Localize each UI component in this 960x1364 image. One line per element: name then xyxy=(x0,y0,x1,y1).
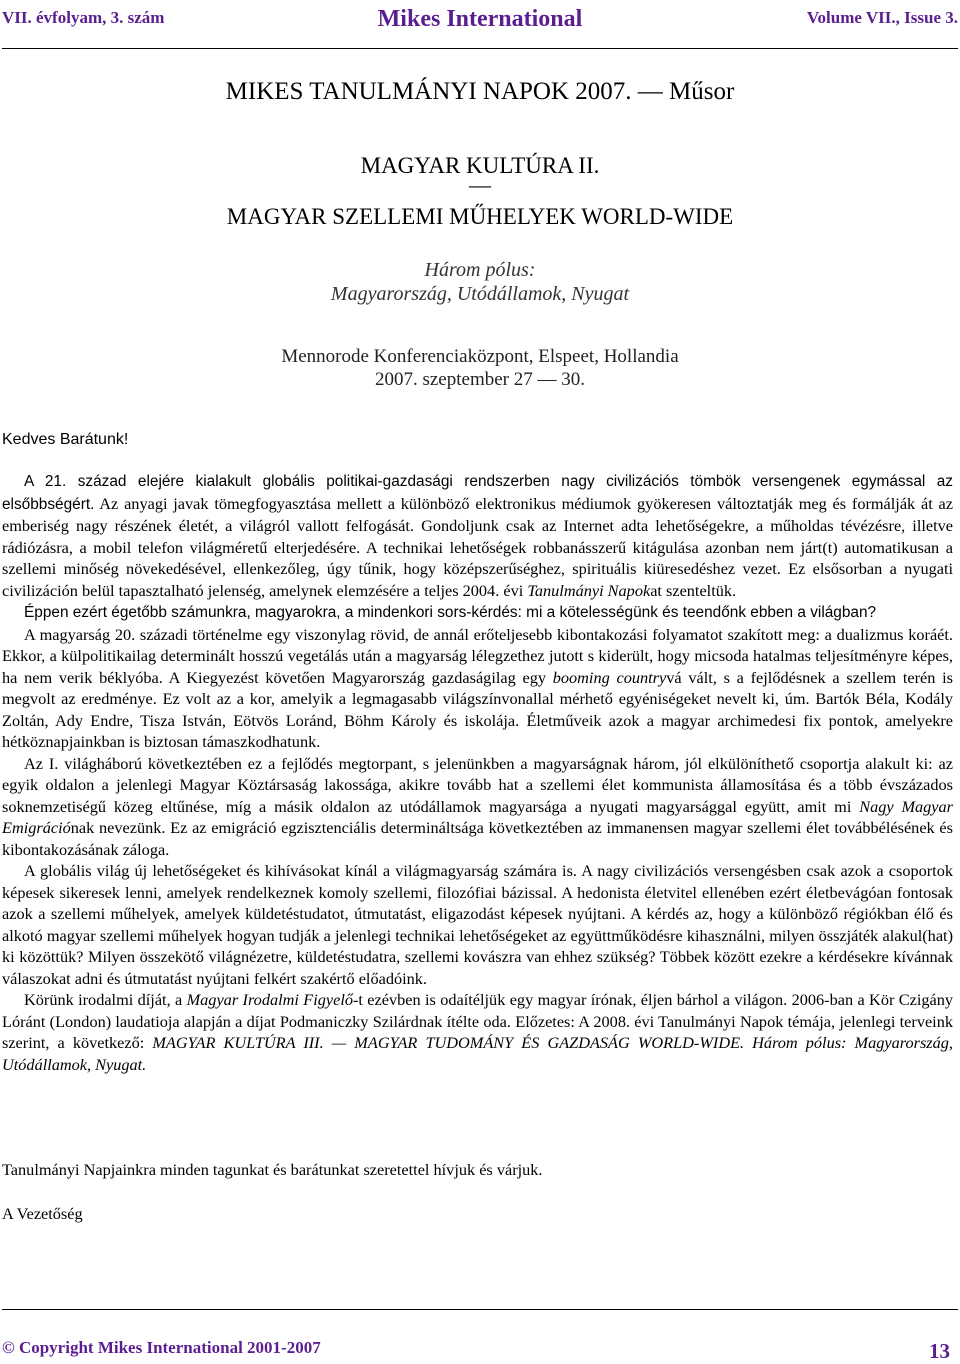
poles-heading: Három pólus: xyxy=(424,259,536,281)
paragraph-3 xyxy=(2,624,953,753)
footer-copyright: © Copyright Mikes International 2001-2007 xyxy=(2,1338,321,1357)
paragraph-4-italic: Nagy Magyar Emigráció xyxy=(2,796,953,837)
paragraph-3-italic: booming country xyxy=(552,667,667,687)
header-rule xyxy=(2,48,958,49)
paragraph-5: A globális világ új lehetőségeket és kihívásokat kínál a világmagyarság számára is. A nagy civilizációs versengésben csak azok a csoportok képesek sikeresek lenni, amelyek rendelkeznek komoly szellemi, filozófiai bázissal. A hedonista életvitel ellenében ezért életbevágóan fontosak azok a szellemi műhelyek, amelyek küldetéstudatot, útmutatást, eligazodást képesek nyújtani. A kérdés az, hogy a különböző régiókban élő és alkotó magyar szellemi műhelyek hogyan tudják a jelenlegi technikai lehetőségeket az együttműködésre kihasználni, milyen összjáték alakul(hat) ki közöttük? Milyen összekötő világnézetre, küldetéstudatra, szellemi kovászra van ehhez szükség? Többek között ezekre a kérdésekre kívánnak válaszokat adni és útmutatást nyújtani felkért szakértő előadóink. xyxy=(2,861,953,988)
paragraph-6 xyxy=(2,989,953,1075)
salutation: Kedves Barátunk! xyxy=(2,431,129,448)
paragraph-1-text: Az anyagi javak tömegfogyasztása mellett a különböző elektronikus médiumok gyökeresen változtatják meg és formálják át az emberiség nagy részének életét, a világról vallott felfogását. Gondoljunk csak az Internet adta lehetőségekre, a műholdas tévézésre, illetve rádiózásra, a mobil telefon világméretű elterjedésére. A technikai lehetőségek robbanásszerű kitágulása azonban nem járt(t) automatikusan a szellemi minőség növekedésével, ellenkezőleg, úgy tűnik, hogy középszerűséghez, spirituális kiüresedéshez vezet. Ez elsősorban a nyugati civilizáción belül tapasztalható jelenség, amelynek elemzésére a teljes 2004. évi xyxy=(2,493,953,600)
paragraph-4-text: Az I. világháború következtében ez a fejlődés megtorpant, s jelenünkben a magyarságnak három, jól elkülöníthető csoportja alakult ki: az egyik oldalon a jelenlegi Magyar Köztársaság lakossága, akikre tovább hat a szellemi élet kommunista államosítása és a több évszázados soknemzetiségű közeg eltűnése, míg a másik oldalon az utódállamok magyarsága a nyugati magyarsággal együtt, amit mi xyxy=(2,753,953,816)
header-journal-title: Mikes International xyxy=(377,6,583,32)
paragraph-2 xyxy=(2,601,953,624)
paragraph-4 xyxy=(2,753,953,861)
letter-body xyxy=(2,470,953,1075)
header-issue-hu: VII. évfolyam, 3. szám xyxy=(2,8,165,27)
subtitle-dash: — xyxy=(469,172,491,197)
subtitle-line-2: MAGYAR SZELLEMI MŰHELYEK WORLD-WIDE xyxy=(226,204,734,229)
paragraph-6-italic-theme: MAGYAR KULTÚRA III. — MAGYAR TUDOMÁNY ÉS GAZDASÁG WORLD-WIDE. Három pólus: Magyarország, Utódállamok, Nyugat. xyxy=(2,1033,953,1074)
date-line: 2007. szeptember 27 — 30. xyxy=(374,369,585,390)
paragraph-6-text: Körünk irodalmi díját, a xyxy=(24,990,187,1009)
footer-page-number: 13 xyxy=(929,1339,950,1363)
paragraph-1-italic: Tanulmányi Napok xyxy=(527,580,651,600)
page-title: MIKES TANULMÁNYI NAPOK 2007. — Műsor xyxy=(225,78,735,105)
signature: A Vezetőség xyxy=(2,1204,83,1223)
paragraph-1-lead: A 21. század elejére kialakult globális politikai-gazdasági rendszerben nagy civilizációs tömbök versengenek egymással az elsőbbségért. xyxy=(2,473,953,513)
paragraph-4-end: nak nevezünk. Ez az emigráció egzisztenciális determináltsága következtében az immanensen magyar szellemi élet továbbélésének és kibontakozásának záloga. xyxy=(2,818,953,859)
paragraph-3-text: A magyarság 20. századi történelme egy viszonylag rövid, de annál erőteljesebb kibontakozási folyamatot szakított meg: a dualizmus koráét. Ekkor, a külpolitikailag determinált hosszú vegetálás után a magyarság lélegzethez jutott s kiderült, hogy micsoda hatalmas teljesítményre képes, ha nem verik béklyóba. A Kiegyezést követően Magyarország gazdaságilag egy xyxy=(2,624,953,687)
venue-line: Mennorode Konferenciaközpont, Elspeet, Hollandia xyxy=(281,346,679,367)
header-issue-en: Volume VII., Issue 3. xyxy=(806,8,958,27)
page-header xyxy=(2,4,958,40)
paragraph-2-text: Éppen ezért égetőbb számunkra, magyarokra, a mindenkori sors-kérdés: mi a kötelességünk és teendőnk ebben a világban? xyxy=(24,604,877,621)
subtitle-line-1: MAGYAR KULTÚRA II. xyxy=(360,153,600,178)
paragraph-1 xyxy=(2,470,953,601)
paragraph-3-end: vá vált, s a fejlődésnek a szellem terén is megvolt az eredménye. Ez volt az a kor, amelyik a legmagasabb világszínvonallal mérhető egyéniségeket nevelt ki, úm. Bartók Béla, Kodály Zoltán, Ady Endre, Tisza István, Eötvös Loránd, Böhm Károly és iskolája. Életműveik azok a magyar archimedesi fix pontok, amelyekre hétköznapjainkban is biztosan támaszkodhatunk. xyxy=(2,667,953,751)
paragraph-6-italic-award: Magyar Irodalmi Figyelő xyxy=(186,990,353,1009)
paragraph-6-middle: -t ezévben is odaítéljük egy magyar írónak, éljen bárhol a világon. 2006-ban a Kör Czigány Lóránt (London) laudatioja alapján a díjat Podmaniczky Szilárdnak ítélte oda. Előzetes: A 2008. évi Tanulmányi Napok témája, jelenlegi terveink szerint, a következő: xyxy=(2,990,954,1052)
invitation-line: Tanulmányi Napjainkra minden tagunkat és barátunkat szeretettel hívjuk és várjuk. xyxy=(2,1160,543,1179)
poles-list: Magyarország, Utódállamok, Nyugat xyxy=(330,283,630,305)
paragraph-1-end: at szenteltük. xyxy=(650,580,737,600)
footer-rule xyxy=(2,1309,958,1310)
